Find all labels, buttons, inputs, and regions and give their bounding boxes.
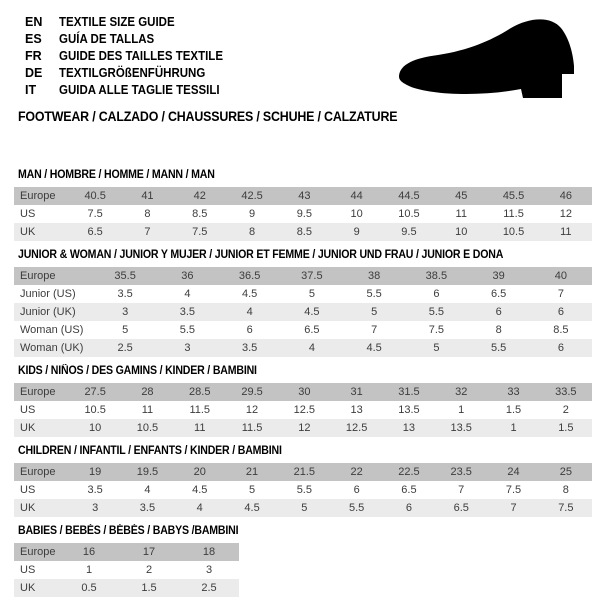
- size-cell: 0.5: [81, 582, 97, 594]
- size-cell: 45: [455, 190, 468, 202]
- size-cell: 5: [248, 484, 256, 496]
- size-cell: 36.5: [238, 270, 261, 282]
- row-label: Junior (US): [20, 288, 76, 300]
- language-code: ES: [25, 32, 42, 46]
- size-cell: 8: [144, 208, 151, 220]
- size-cell: 4: [184, 288, 191, 300]
- size-cell: 33: [507, 386, 520, 398]
- size-cell: 7: [510, 502, 517, 514]
- size-table-header-row: [14, 463, 592, 481]
- size-cell: 2: [562, 404, 569, 416]
- size-cell: 6: [353, 484, 360, 496]
- size-cell: 6.5: [87, 226, 103, 238]
- language-row: [25, 48, 237, 65]
- size-cell: 29.5: [241, 386, 263, 398]
- size-cell: 7.5: [428, 324, 445, 336]
- size-cell: 3: [122, 306, 129, 318]
- size-table-header-row: [14, 383, 592, 401]
- size-cell: 40: [554, 270, 567, 282]
- row-label: UK: [20, 502, 36, 514]
- size-cell: 4.5: [366, 342, 382, 354]
- language-list: [25, 14, 237, 99]
- size-cell: 5.5: [296, 484, 312, 496]
- size-table-header-row: [14, 267, 592, 285]
- size-cell: 7.5: [192, 226, 208, 238]
- size-cell: 33.5: [555, 386, 577, 398]
- language-row: [25, 82, 237, 99]
- size-cell: 21.5: [293, 466, 316, 478]
- size-cell: 8.5: [296, 226, 312, 238]
- row-label: Woman (UK): [20, 342, 84, 354]
- size-cell: 32: [455, 386, 468, 398]
- size-cell: 4.5: [304, 306, 320, 318]
- size-cell: 7.5: [505, 484, 522, 496]
- language-label: GUIDA ALLE TAGLIE TESSILI: [59, 83, 220, 97]
- size-cell: 3.5: [179, 306, 196, 318]
- size-cell: 6: [557, 342, 564, 354]
- size-cell: 4.5: [241, 288, 258, 300]
- size-cell: 5.5: [490, 342, 507, 354]
- row-label: Europe: [20, 190, 56, 202]
- size-cell: 2.5: [117, 342, 133, 354]
- row-label: Woman (US): [20, 324, 84, 336]
- size-cell: 8.5: [553, 324, 569, 336]
- table-title-text: MAN / HOMBRE / HOMME / MANN / MAN: [18, 169, 215, 181]
- row-label: US: [20, 564, 36, 576]
- size-cell: 38: [368, 270, 381, 282]
- size-cell: 13: [402, 422, 416, 434]
- size-cell: 42.5: [241, 190, 263, 202]
- row-label: Europe: [20, 546, 56, 558]
- size-cell: 10.5: [398, 208, 420, 220]
- size-guide-section: [14, 445, 592, 517]
- size-cell: 25: [559, 466, 572, 478]
- size-cell: 44: [350, 190, 363, 202]
- size-cell: 11: [455, 208, 467, 220]
- table-title-text: CHILDREN / INFANTIL / ENFANTS / KINDER / BAMBINI: [18, 445, 282, 457]
- size-cell: 4: [144, 484, 151, 496]
- size-cell: 30: [298, 386, 311, 398]
- size-cell: 12: [298, 422, 311, 434]
- size-cell: 1: [85, 564, 93, 576]
- size-cell: 3.5: [241, 342, 258, 354]
- size-cell: 31.5: [398, 386, 420, 398]
- size-cell: 11.5: [241, 422, 263, 434]
- size-cell: 10: [455, 226, 468, 238]
- size-guide-section: [14, 249, 592, 357]
- size-cell: 36: [181, 270, 194, 282]
- size-cell: 10: [350, 208, 363, 220]
- size-cell: 6.5: [490, 288, 507, 300]
- language-code: IT: [25, 83, 37, 97]
- size-cell: 8: [495, 324, 502, 336]
- size-cell: 8: [248, 226, 256, 238]
- size-cell: 7: [144, 226, 151, 238]
- size-cell: 4: [196, 502, 203, 514]
- size-cell: 7: [557, 288, 564, 300]
- size-cell: 35.5: [114, 270, 136, 282]
- size-cell: 6: [433, 288, 440, 300]
- size-cell: 2: [145, 564, 153, 576]
- size-table: [14, 383, 592, 437]
- size-guide-section: [14, 525, 592, 597]
- size-cell: 13: [350, 404, 363, 416]
- row-label: UK: [20, 422, 36, 434]
- size-cell: 10.5: [84, 404, 106, 416]
- size-cell: 7: [458, 484, 465, 496]
- language-label: TEXTILE SIZE GUIDE: [59, 15, 175, 29]
- size-cell: 6.5: [304, 324, 320, 336]
- size-cell: 40.5: [84, 190, 106, 202]
- size-cell: 11.5: [189, 404, 211, 416]
- size-cell: 11: [560, 226, 572, 238]
- size-cell: 39: [492, 270, 505, 282]
- size-cell: 19: [89, 466, 102, 478]
- size-cell: 7.5: [558, 502, 574, 514]
- size-cell: 5.5: [348, 502, 365, 514]
- size-cell: 13.5: [450, 422, 472, 434]
- size-cell: 10: [89, 422, 102, 434]
- language-row: [25, 31, 237, 48]
- size-table-row: [14, 579, 239, 597]
- size-tables: [14, 167, 592, 597]
- size-table-row: [14, 285, 592, 303]
- row-label: US: [20, 404, 36, 416]
- language-row: [25, 14, 237, 31]
- size-cell: 6: [495, 306, 502, 318]
- size-cell: 9: [353, 226, 360, 238]
- size-cell: 38.5: [425, 270, 448, 282]
- size-table: [14, 543, 239, 597]
- size-cell: 3.5: [87, 484, 103, 496]
- size-cell: 42: [193, 190, 206, 202]
- row-label: Europe: [20, 466, 56, 478]
- row-label: US: [20, 208, 36, 220]
- size-cell: 13.5: [398, 404, 420, 416]
- size-table-row: [14, 205, 592, 223]
- table-title: [18, 525, 592, 537]
- size-cell: 6.5: [401, 484, 417, 496]
- size-cell: 5: [122, 324, 129, 336]
- size-cell: 22: [350, 466, 363, 478]
- size-cell: 3: [205, 564, 213, 576]
- size-cell: 37.5: [301, 270, 323, 282]
- size-guide-section: [14, 169, 592, 241]
- size-cell: 27.5: [84, 386, 106, 398]
- size-cell: 31: [350, 386, 363, 398]
- size-table-header-row: [14, 187, 592, 205]
- size-cell: 9.5: [401, 226, 417, 238]
- size-table-row: [14, 223, 592, 241]
- size-cell: 5: [308, 288, 315, 300]
- size-cell: 12.5: [345, 422, 368, 434]
- table-title: [18, 365, 592, 377]
- row-label: Europe: [20, 386, 56, 398]
- size-cell: 9.5: [296, 208, 312, 220]
- table-title-text: KIDS / NIÑOS / DES GAMINS / KINDER / BAMBINI: [18, 365, 257, 377]
- table-title-text: BABIES / BEBÉS / BÉBÉS / BABYS /BAMBINI: [18, 525, 239, 537]
- size-cell: 20: [193, 466, 206, 478]
- size-cell: 11: [141, 404, 154, 416]
- size-table-row: [14, 339, 592, 357]
- language-code: FR: [25, 49, 42, 63]
- size-cell: 11.5: [503, 208, 524, 220]
- size-cell: 5: [301, 502, 308, 514]
- size-cell: 1.5: [505, 404, 522, 416]
- size-cell: 11: [194, 422, 206, 434]
- size-cell: 5: [433, 342, 440, 354]
- size-table-header-row: [14, 543, 239, 561]
- size-cell: 3.5: [117, 288, 133, 300]
- size-cell: 44.5: [398, 190, 420, 202]
- size-table: [14, 463, 592, 517]
- size-cell: 5.5: [179, 324, 196, 336]
- row-label: Junior (UK): [20, 306, 76, 318]
- size-table-row: [14, 481, 592, 499]
- language-label: GUIDE DES TAILLES TEXTILE: [59, 49, 224, 63]
- table-title: [18, 169, 592, 181]
- size-table-row: [14, 401, 592, 419]
- language-label: TEXTILGRÖßENFÜHRUNG: [59, 66, 206, 80]
- size-cell: 10.5: [136, 422, 159, 434]
- size-cell: 12: [245, 404, 259, 416]
- size-cell: 4: [308, 342, 315, 354]
- category-line: [18, 109, 430, 124]
- size-cell: 28: [141, 386, 154, 398]
- size-cell: 24: [507, 466, 520, 478]
- size-table-row: [14, 419, 592, 437]
- size-cell: 6.5: [453, 502, 469, 514]
- size-cell: 6: [405, 502, 412, 514]
- size-cell: 23.5: [450, 466, 472, 478]
- size-cell: 41: [141, 190, 154, 202]
- size-cell: 7: [371, 324, 378, 336]
- shoe-icon: [392, 14, 592, 106]
- size-table-row: [14, 499, 592, 517]
- size-cell: 3.5: [139, 502, 156, 514]
- size-cell: 43: [298, 190, 311, 202]
- size-cell: 10.5: [502, 226, 525, 238]
- row-label: UK: [20, 582, 36, 594]
- language-label: GUÍA DE TALLAS: [59, 32, 155, 46]
- size-cell: 5.5: [366, 288, 382, 300]
- size-cell: 4.5: [192, 484, 208, 496]
- size-cell: 28.5: [189, 386, 211, 398]
- size-table: [14, 267, 592, 357]
- size-table: [14, 187, 592, 241]
- size-cell: 1.5: [141, 582, 157, 594]
- size-cell: 6: [557, 306, 564, 318]
- row-label: US: [20, 484, 36, 496]
- size-cell: 17: [142, 546, 156, 558]
- size-cell: 45.5: [502, 190, 525, 202]
- size-table-row: [14, 321, 592, 339]
- size-cell: 7.5: [87, 208, 103, 220]
- table-title: [18, 445, 592, 457]
- row-label: Europe: [20, 270, 56, 282]
- language-row: [25, 65, 237, 82]
- size-cell: 22.5: [398, 466, 420, 478]
- size-cell: 6: [246, 324, 253, 336]
- language-code: DE: [25, 66, 43, 80]
- size-cell: 3: [92, 502, 99, 514]
- size-table-row: [14, 303, 592, 321]
- size-cell: 1: [458, 404, 465, 416]
- size-cell: 2.5: [201, 582, 217, 594]
- size-cell: 8: [562, 484, 569, 496]
- size-cell: 21: [245, 466, 259, 478]
- size-cell: 12.5: [293, 404, 316, 416]
- size-guide-section: [14, 365, 592, 437]
- language-code: EN: [25, 15, 43, 29]
- table-title-text: JUNIOR & WOMAN / JUNIOR Y MUJER / JUNIOR ET FEMME / JUNIOR UND FRAU / JUNIOR E DONA: [18, 249, 504, 261]
- row-label: UK: [20, 226, 36, 238]
- size-cell: 46: [559, 190, 572, 202]
- size-cell: 18: [202, 546, 216, 558]
- size-cell: 9: [248, 208, 256, 220]
- table-title: [18, 249, 592, 261]
- size-table-row: [14, 561, 239, 579]
- size-cell: 4.5: [244, 502, 260, 514]
- size-cell: 3: [184, 342, 191, 354]
- size-cell: 8.5: [192, 208, 208, 220]
- size-cell: 1: [510, 422, 517, 434]
- size-cell: 4: [246, 306, 253, 318]
- category-line-text: FOOTWEAR / CALZADO / CHAUSSURES / SCHUHE / CALZATURE: [18, 109, 398, 124]
- size-cell: 16: [82, 546, 96, 558]
- size-cell: 19.5: [136, 466, 159, 478]
- size-cell: 5.5: [428, 306, 445, 318]
- size-cell: 12: [559, 208, 572, 220]
- size-cell: 5: [371, 306, 378, 318]
- size-cell: 1.5: [558, 422, 574, 434]
